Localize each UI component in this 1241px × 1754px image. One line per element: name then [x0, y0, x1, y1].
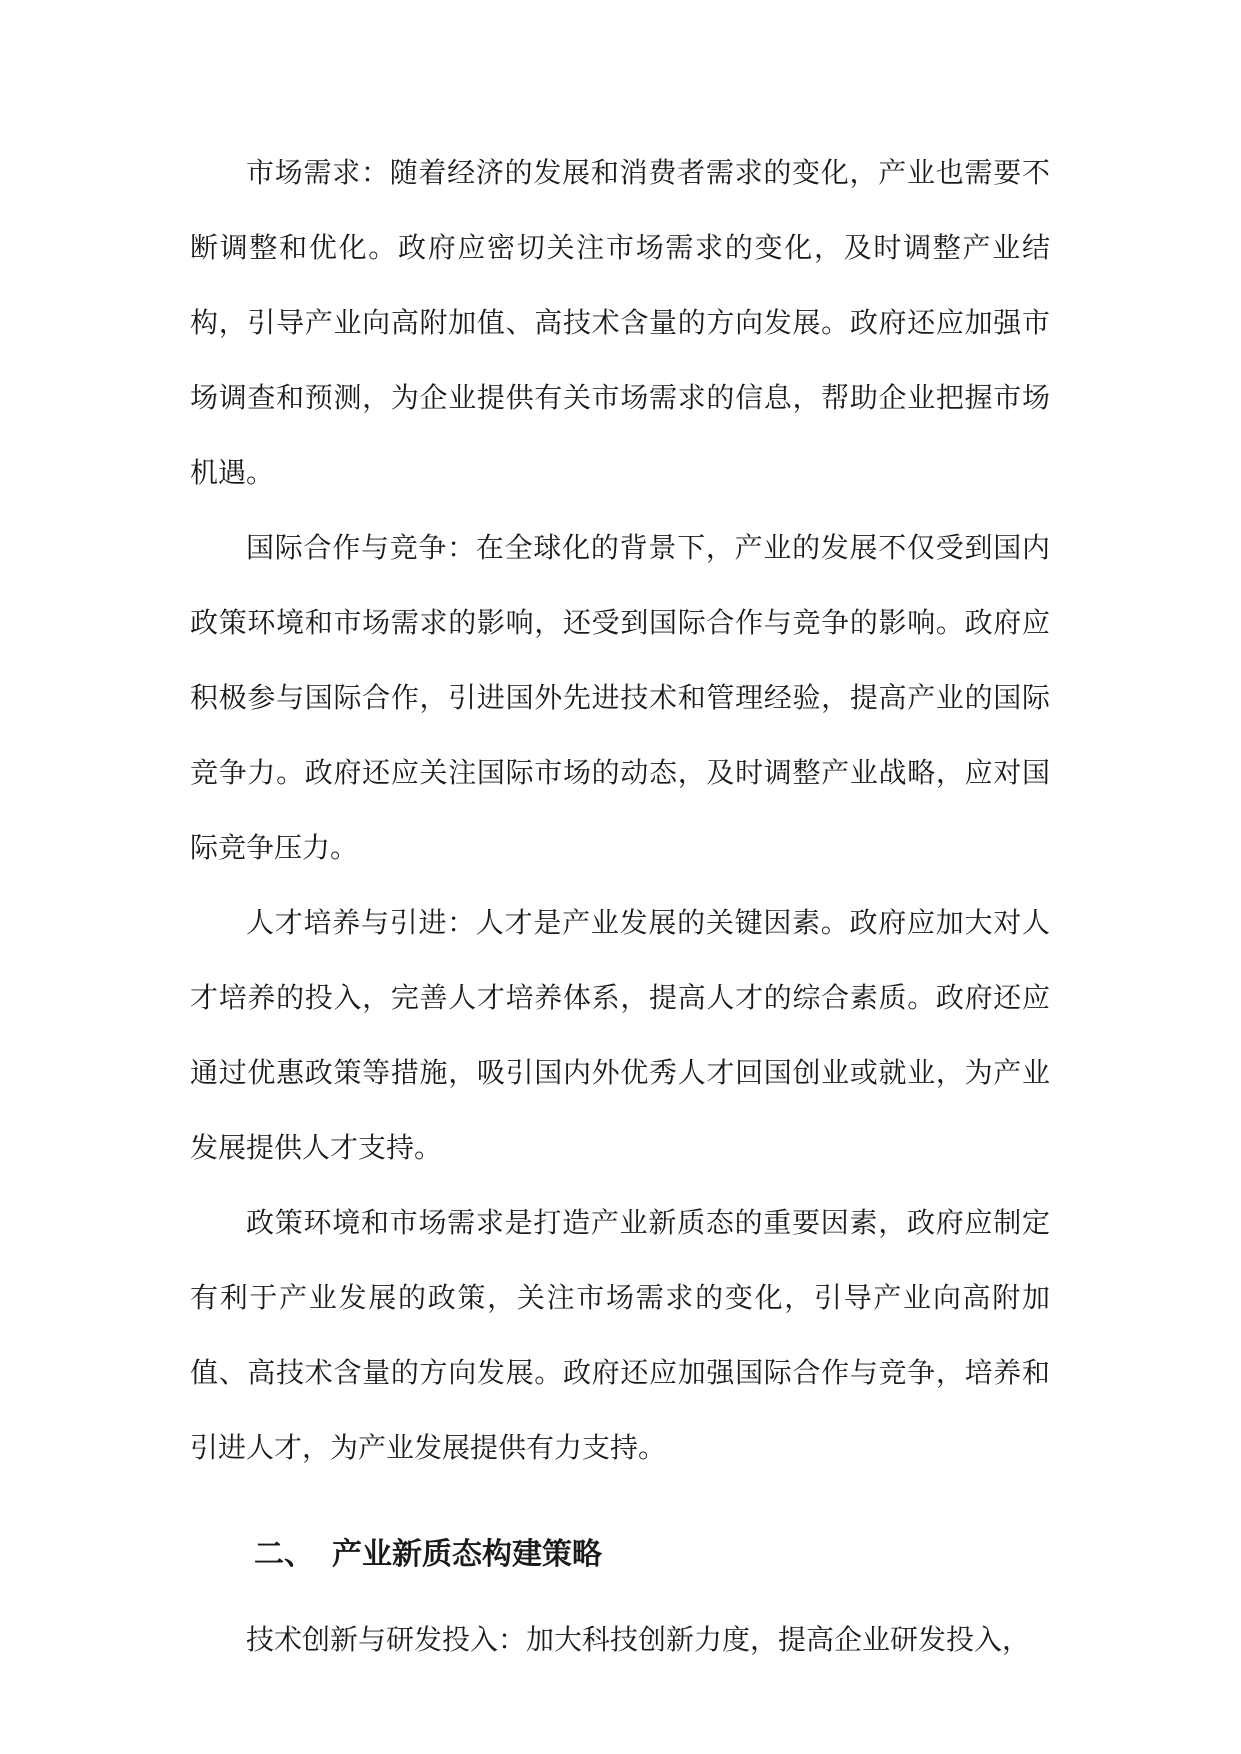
- section-heading-title: 产业新质态构建策略: [332, 1537, 602, 1572]
- paragraph-talent-cultivation: 人才培养与引进：人才是产业发展的关键因素。政府应加大对人才培养的投入，完善人才培养体系，提高人才的综合素质。政府还应通过优惠政策等措施，吸引国内外优秀人才回国创业或就业，为产业发展提供人才支持。: [190, 906, 1050, 1164]
- section-heading-number: 二、: [254, 1537, 314, 1572]
- paragraph-market-demand: 市场需求：随着经济的发展和消费者需求的变化，产业也需要不断调整和优化。政府应密切关注市场需求的变化，及时调整产业结构，引导产业向高附加值、高技术含量的方向发展。政府还应加强市场调查和预测，为企业提供有关市场需求的信息，帮助企业把握市场机遇。: [190, 156, 1050, 489]
- paragraph-summary: 政策环境和市场需求是打造产业新质态的重要因素，政府应制定有利于产业发展的政策，关注市场需求的变化，引导产业向高附加值、高技术含量的方向发展。政府还应加强国际合作与竞争，培养和引进人才，为产业发展提供有力支持。: [190, 1206, 1050, 1464]
- paragraph-tech-innovation: 技术创新与研发投入：加大科技创新力度，提高企业研发投入，: [246, 1623, 1031, 1656]
- document-body: [190, 135, 1050, 1677]
- section-heading: [190, 1517, 1050, 1592]
- paragraph-international-cooperation: 国际合作与竞争：在全球化的背景下，产业的发展不仅受到国内政策环境和市场需求的影响，还受到国际合作与竞争的影响。政府应积极参与国际合作，引进国外先进技术和管理经验，提高产业的国际竞争力。政府还应关注国际市场的动态，及时调整产业战略，应对国际竞争压力。: [190, 531, 1050, 864]
